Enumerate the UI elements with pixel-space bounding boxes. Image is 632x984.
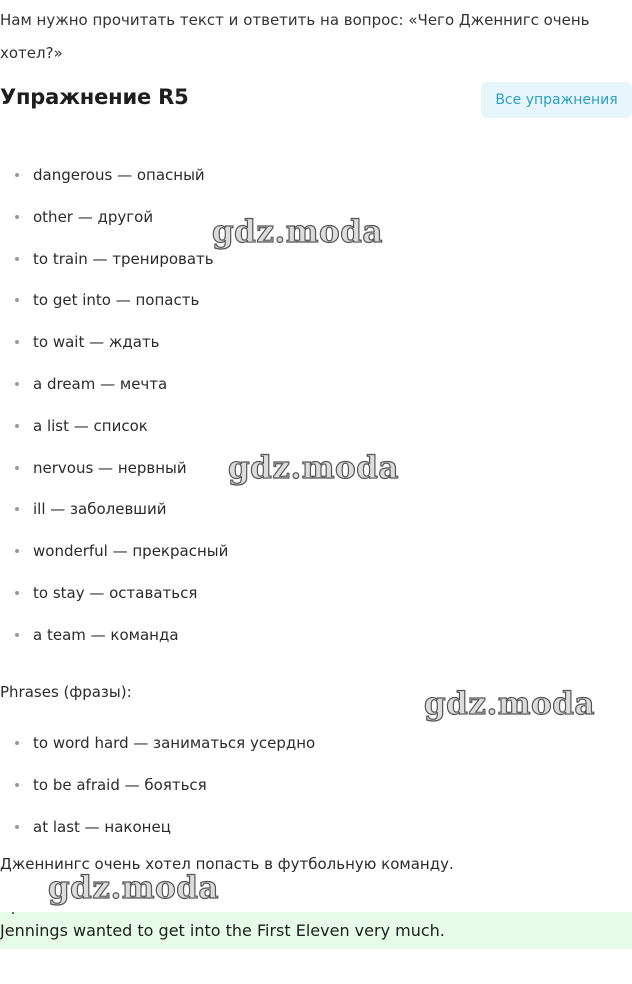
watermark: gdz.moda <box>424 686 595 722</box>
bullet-icon <box>15 340 19 344</box>
list-item <box>0 207 228 249</box>
bullet-icon <box>15 549 19 553</box>
list-item <box>0 249 228 291</box>
list-item <box>0 332 228 374</box>
list-item <box>0 499 228 541</box>
answer-text: Jennings wanted to get into the First Eleven very much. <box>0 921 445 940</box>
list-item <box>0 625 228 667</box>
list-item <box>0 374 228 416</box>
page-title: Упражнение R5 <box>0 85 189 109</box>
watermark: gdz.moda <box>228 450 399 486</box>
answer-box <box>0 912 632 949</box>
list-item-text: a list — список <box>33 416 148 435</box>
watermark: gdz.moda <box>48 870 219 906</box>
phrases-label: Phrases (фразы): <box>0 683 132 701</box>
all-exercises-button[interactable]: Все упражнения <box>481 82 632 118</box>
bullet-icon <box>15 741 19 745</box>
list-item-text: nervous — нервный <box>33 458 187 477</box>
list-item <box>0 458 228 500</box>
bullet-icon <box>15 298 19 302</box>
bullet-icon <box>15 633 19 637</box>
list-item-text: at last — наконец <box>33 817 171 836</box>
watermark: gdz.moda <box>212 214 383 250</box>
list-item <box>0 817 315 859</box>
bullet-icon <box>15 173 19 177</box>
list-item-text: other — другой <box>33 207 154 226</box>
list-item-text: dangerous — опасный <box>33 166 205 184</box>
list-item <box>0 775 315 817</box>
bullet-icon <box>15 825 19 829</box>
phrases-list <box>0 733 315 858</box>
list-item-text: to get into — попасть <box>33 291 200 310</box>
exercise-header <box>0 82 632 118</box>
bullet-icon <box>15 382 19 386</box>
vocabulary-list <box>0 165 228 667</box>
list-item <box>0 541 228 583</box>
translation-text: Дженнингс очень хотел попасть в футбольную команду. <box>0 855 454 873</box>
bullet-icon <box>15 424 19 428</box>
list-item-text: to train — тренировать <box>33 249 214 268</box>
list-item <box>0 583 228 625</box>
list-item-text: a team — команда <box>33 625 179 644</box>
bullet-icon <box>15 591 19 595</box>
list-item-text: a dream — мечта <box>33 374 168 393</box>
list-item-text: to word hard — заниматься усердно <box>33 734 316 752</box>
list-item <box>0 416 228 458</box>
list-item-text: to stay — оставаться <box>33 583 198 602</box>
list-item <box>0 290 228 332</box>
list-item <box>0 165 228 207</box>
list-item-text: to be afraid — бояться <box>33 775 207 794</box>
bullet-icon <box>15 507 19 511</box>
intro-text: Нам нужно прочитать текст и ответить на вопрос: «Чего Дженнигс очень хотел?» <box>0 11 590 62</box>
bullet-icon <box>15 257 19 261</box>
list-item-text: wonderful — прекрасный <box>33 542 229 561</box>
bullet-icon <box>15 215 19 219</box>
list-item-text: to wait — ждать <box>33 333 160 352</box>
bullet-icon <box>15 783 19 787</box>
list-item-text: ill — заболевший <box>33 500 167 519</box>
list-item <box>0 733 315 775</box>
bullet-icon <box>15 466 19 470</box>
marker-icon <box>12 912 14 914</box>
